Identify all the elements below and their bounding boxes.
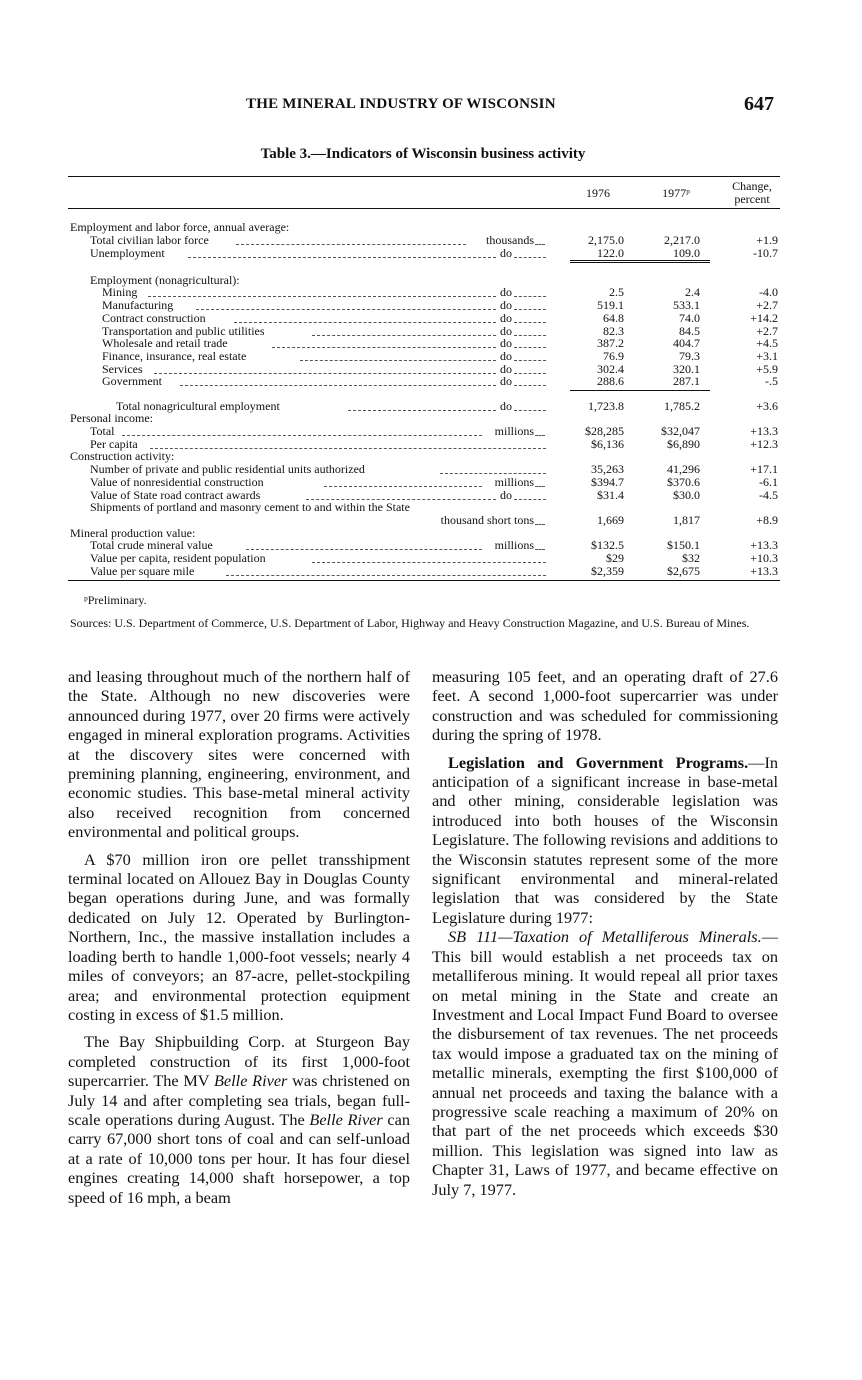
value-change: +2.7 bbox=[756, 324, 778, 338]
paragraph-text: can carry 67,000 short tons of coal and can self-unload at a rate of 10,000 tons per hour. It has four diesel engines creating 14,000 shaft horsepower, a top speed of 16 mph, a beam bbox=[68, 1109, 410, 1207]
value-change: -4.5 bbox=[759, 488, 778, 502]
row-label: Employment (nonagricultural): bbox=[90, 273, 240, 287]
value-1977: 320.1 bbox=[673, 362, 700, 376]
value-change: +3.1 bbox=[756, 349, 778, 363]
leader-dots bbox=[514, 299, 546, 310]
value-1977: 533.1 bbox=[673, 298, 700, 312]
row-unit: millions bbox=[494, 475, 534, 489]
value-change: +12.3 bbox=[750, 437, 778, 451]
table-bottom-rule bbox=[68, 580, 780, 581]
bill-heading: SB 111—Taxation of Metalliferous Minerals. bbox=[448, 927, 762, 947]
table-row bbox=[68, 375, 780, 388]
leader-dots bbox=[514, 286, 546, 297]
row-unit: do bbox=[500, 488, 512, 502]
value-change: +5.9 bbox=[756, 362, 778, 376]
row-label: Employment and labor force, annual average: bbox=[70, 220, 290, 234]
row-unit: do bbox=[500, 298, 512, 312]
row-label: Mining bbox=[102, 285, 138, 299]
value-change: +13.3 bbox=[750, 564, 778, 578]
right-paragraph-1: measuring 105 feet, and an operating draft of 27.6 feet. A second 1,000-foot supercarrier was under construction and was scheduled for commissioning during the spring of 1978. bbox=[432, 667, 778, 745]
row-unit: thousand short tons bbox=[440, 513, 534, 527]
value-1977: $32 bbox=[682, 551, 700, 565]
value-1976: $31.4 bbox=[597, 488, 624, 502]
leader-dots bbox=[122, 425, 482, 436]
row-unit: do bbox=[500, 349, 512, 363]
value-1976: 1,669 bbox=[597, 513, 624, 527]
running-title: THE MINERAL INDUSTRY OF WISCONSIN bbox=[246, 96, 556, 112]
value-1977: $370.6 bbox=[667, 475, 700, 489]
value-1976: 2.5 bbox=[609, 285, 624, 299]
table-row bbox=[68, 247, 780, 260]
value-change: +10.3 bbox=[750, 551, 778, 565]
value-1976: $132.5 bbox=[591, 538, 624, 552]
col-head-change bbox=[718, 180, 786, 206]
col-head-1976: 1976 bbox=[586, 186, 610, 200]
row-unit: do bbox=[500, 399, 512, 413]
value-change: +14.2 bbox=[750, 311, 778, 325]
value-1977: 74.0 bbox=[679, 311, 700, 325]
value-1976: $394.7 bbox=[591, 475, 624, 489]
row-unit: do bbox=[500, 285, 512, 299]
leader-dots bbox=[535, 514, 545, 525]
value-1976: $6,136 bbox=[591, 437, 624, 451]
row-unit: do bbox=[500, 311, 512, 325]
leader-dots bbox=[236, 234, 466, 245]
left-paragraph-3 bbox=[68, 1032, 410, 1207]
leader-dots bbox=[535, 476, 545, 487]
table-header-rule bbox=[68, 208, 780, 209]
leader-dots bbox=[514, 400, 546, 411]
value-change: +1.9 bbox=[756, 233, 778, 247]
leader-dots bbox=[535, 539, 545, 550]
ship-name: Belle River bbox=[309, 1109, 383, 1129]
col-head-change-line2: percent bbox=[734, 192, 770, 206]
page-number: 647 bbox=[744, 93, 774, 115]
value-1977: 2,217.0 bbox=[664, 233, 700, 247]
leader-dots bbox=[196, 299, 496, 310]
value-1976: 387.2 bbox=[597, 336, 624, 350]
row-unit: do bbox=[500, 336, 512, 350]
row-label: Value of State road contract awards bbox=[90, 488, 261, 502]
row-label: Total bbox=[90, 424, 115, 438]
leader-dots bbox=[514, 247, 546, 258]
leader-dots bbox=[234, 312, 496, 323]
row-label: Value per square mile bbox=[90, 564, 195, 578]
row-label: Personal income: bbox=[70, 411, 153, 425]
subtotal-rule bbox=[570, 260, 710, 261]
leader-dots bbox=[312, 552, 546, 563]
value-1977: 287.1 bbox=[673, 374, 700, 388]
left-column bbox=[68, 667, 410, 1207]
paragraph-text: —This bill would establish a net proceeds tax on metalliferous mining. It would repeal all prior taxes on metal mining in the State and create an Investment and Local Impact Fund Board to oversee the disbursement of tax revenues. The net proceeds tax would impose a graduated tax on the mining of metallic minerals, exempting the first $100,000 of annual net proceeds and taxing the balance with a progressive scale reaching a maximum of 20% on that part of the net proceeds which exceeds $30 million. This legislation was signed into law as Chapter 31, Laws of 1977, and became effective on July 7, 1977. bbox=[432, 927, 778, 1199]
left-paragraph-1: and leasing throughout much of the northern half of the State. Although no new discoveries were announced during 1977, over 20 firms were actively engaged in mineral exploration programs. Activities at the discovery sites were concerned with premining planning, engineering, environment, and economic studies. This base-metal mineral activity also received recognition from concerned environmental and political groups. bbox=[68, 667, 410, 842]
leader-dots bbox=[514, 363, 546, 374]
leader-dots bbox=[348, 400, 496, 411]
value-1977: 1,817 bbox=[673, 513, 700, 527]
value-1976: 76.9 bbox=[603, 349, 624, 363]
row-label: Wholesale and retail trade bbox=[102, 336, 228, 350]
leader-dots bbox=[180, 375, 496, 386]
leader-dots bbox=[324, 476, 482, 487]
table-footnote: ᵖPreliminary. bbox=[84, 593, 147, 607]
value-change: -4.0 bbox=[759, 285, 778, 299]
leader-dots bbox=[272, 337, 496, 348]
leader-dots bbox=[535, 425, 545, 436]
value-1977: $6,890 bbox=[667, 437, 700, 451]
leader-dots bbox=[514, 350, 546, 361]
value-1977: $2,675 bbox=[667, 564, 700, 578]
row-unit: do bbox=[500, 362, 512, 376]
row-label: Contract construction bbox=[102, 311, 206, 325]
paragraph-text: The Bay Shipbuilding Corp. at Sturgeon Bay completed construction of its first 1,000-foot supercarrier. The MV bbox=[68, 1032, 410, 1091]
value-1976: $29 bbox=[606, 551, 624, 565]
row-label: Transportation and public utilities bbox=[102, 324, 265, 338]
row-label: Manufacturing bbox=[102, 298, 174, 312]
leader-dots bbox=[440, 463, 546, 474]
row-label: Unemployment bbox=[90, 246, 165, 260]
row-label: Value of nonresidential construction bbox=[90, 475, 264, 489]
col-head-1977: 1977ᵖ bbox=[662, 186, 690, 200]
right-column bbox=[432, 667, 778, 1199]
leader-dots bbox=[226, 565, 546, 576]
row-label: Value per capita, resident population bbox=[90, 551, 266, 565]
value-1976: 64.8 bbox=[603, 311, 624, 325]
section-heading: Legislation and Government Programs. bbox=[448, 752, 749, 772]
value-1976: $28,285 bbox=[585, 424, 624, 438]
value-1976: 288.6 bbox=[597, 374, 624, 388]
table-top-rule bbox=[68, 176, 780, 177]
leader-dots bbox=[300, 350, 496, 361]
col-head-change-line1: Change, bbox=[732, 179, 772, 193]
row-label: Shipments of portland and masonry cement to and within the State bbox=[90, 500, 410, 514]
leader-dots bbox=[514, 312, 546, 323]
value-1977: $150.1 bbox=[667, 538, 700, 552]
value-1976: 302.4 bbox=[597, 362, 624, 376]
row-unit: thousands bbox=[486, 233, 534, 247]
value-1977: $30.0 bbox=[673, 488, 700, 502]
leader-dots bbox=[150, 438, 546, 449]
right-paragraph-3 bbox=[432, 927, 778, 1199]
value-change: +2.7 bbox=[756, 298, 778, 312]
leader-dots bbox=[154, 363, 496, 374]
row-unit: do bbox=[500, 374, 512, 388]
row-label: Total nonagricultural employment bbox=[116, 399, 280, 413]
value-change: +8.9 bbox=[756, 513, 778, 527]
subtotal-rule bbox=[570, 262, 710, 263]
table-row bbox=[68, 565, 780, 578]
value-1977: 84.5 bbox=[679, 324, 700, 338]
row-label: Per capita bbox=[90, 437, 138, 451]
value-change: -.5 bbox=[765, 374, 778, 388]
leader-dots bbox=[306, 489, 496, 500]
row-unit: millions bbox=[494, 424, 534, 438]
value-1977: 41,296 bbox=[667, 462, 700, 476]
paragraph-text: —In anticipation of a significant increase in base-metal and other mining, considerable legislation was introduced into both houses of the Wisconsin Legislature. The following revisions and additions to the Wisconsin statutes represent some of the more significant environmental and mineral-related legislation that was considered by the State Legislature during 1977: bbox=[432, 752, 778, 927]
leader-dots bbox=[312, 325, 496, 336]
value-1976: 1,723.8 bbox=[588, 399, 624, 413]
row-label: Mineral production value: bbox=[70, 526, 196, 540]
ship-name: Belle River bbox=[213, 1071, 288, 1091]
value-1976: 519.1 bbox=[597, 298, 624, 312]
table-sources: Sources: U.S. Department of Commerce, U.S. Department of Labor, Highway and Heavy Construction Magazine, and U.S. Bureau of Mines. bbox=[70, 616, 750, 630]
value-1977: 2.4 bbox=[685, 285, 700, 299]
table-title-text: Table 3.—Indicators of Wisconsin business activity bbox=[260, 146, 586, 162]
value-1976: 35,263 bbox=[591, 462, 624, 476]
row-label: Total crude mineral value bbox=[90, 538, 213, 552]
value-change: +17.1 bbox=[750, 462, 778, 476]
right-paragraph-2 bbox=[432, 753, 778, 928]
value-1976: 122.0 bbox=[597, 246, 624, 260]
value-change: -6.1 bbox=[759, 475, 778, 489]
leader-dots bbox=[514, 375, 546, 386]
leader-dots bbox=[188, 247, 496, 258]
row-unit: do bbox=[500, 246, 512, 260]
value-change: +13.3 bbox=[750, 538, 778, 552]
leader-dots bbox=[514, 489, 546, 500]
leader-dots bbox=[148, 286, 496, 297]
value-1977: 79.3 bbox=[679, 349, 700, 363]
value-1977: 109.0 bbox=[673, 246, 700, 260]
value-1976: 82.3 bbox=[603, 324, 624, 338]
row-label: Government bbox=[102, 374, 162, 388]
paragraph-text: was christened on July 14 and after completing sea trials, began full-scale operations during August. The bbox=[68, 1071, 411, 1129]
value-change: -10.7 bbox=[753, 246, 778, 260]
value-1977: 1,785.2 bbox=[664, 399, 700, 413]
value-1976: 2,175.0 bbox=[588, 233, 624, 247]
subtotal-rule bbox=[570, 390, 710, 391]
leader-dots bbox=[535, 234, 545, 245]
row-label: Construction activity: bbox=[70, 449, 175, 463]
value-1977: 404.7 bbox=[673, 336, 700, 350]
row-unit: do bbox=[500, 324, 512, 338]
leader-dots bbox=[514, 337, 546, 348]
value-change: +4.5 bbox=[756, 336, 778, 350]
value-1976: $2,359 bbox=[591, 564, 624, 578]
left-paragraph-2: A $70 million iron ore pellet transshipment terminal located on Allouez Bay in Douglas County began operations during June, and was formally dedicated on July 12. Operated by Burlington-Northern, Inc., the massive installation includes a loading berth to handle 1,000-foot vessels; nearly 4 miles of conveyors; an 87-acre, pellet-stockpiling area; and environmental protection equipment costing in excess of $1.5 million. bbox=[68, 849, 410, 1024]
table-title bbox=[0, 146, 862, 163]
value-change: +13.3 bbox=[750, 424, 778, 438]
leader-dots bbox=[246, 539, 482, 550]
row-label: Number of private and public residential units authorized bbox=[90, 462, 365, 476]
value-1977: $32,047 bbox=[661, 424, 700, 438]
value-change: +3.6 bbox=[756, 399, 778, 413]
row-label: Total civilian labor force bbox=[90, 233, 209, 247]
running-head bbox=[0, 93, 862, 120]
leader-dots bbox=[514, 325, 546, 336]
row-label: Finance, insurance, real estate bbox=[102, 349, 247, 363]
row-label: Services bbox=[102, 362, 143, 376]
row-unit: millions bbox=[494, 538, 534, 552]
